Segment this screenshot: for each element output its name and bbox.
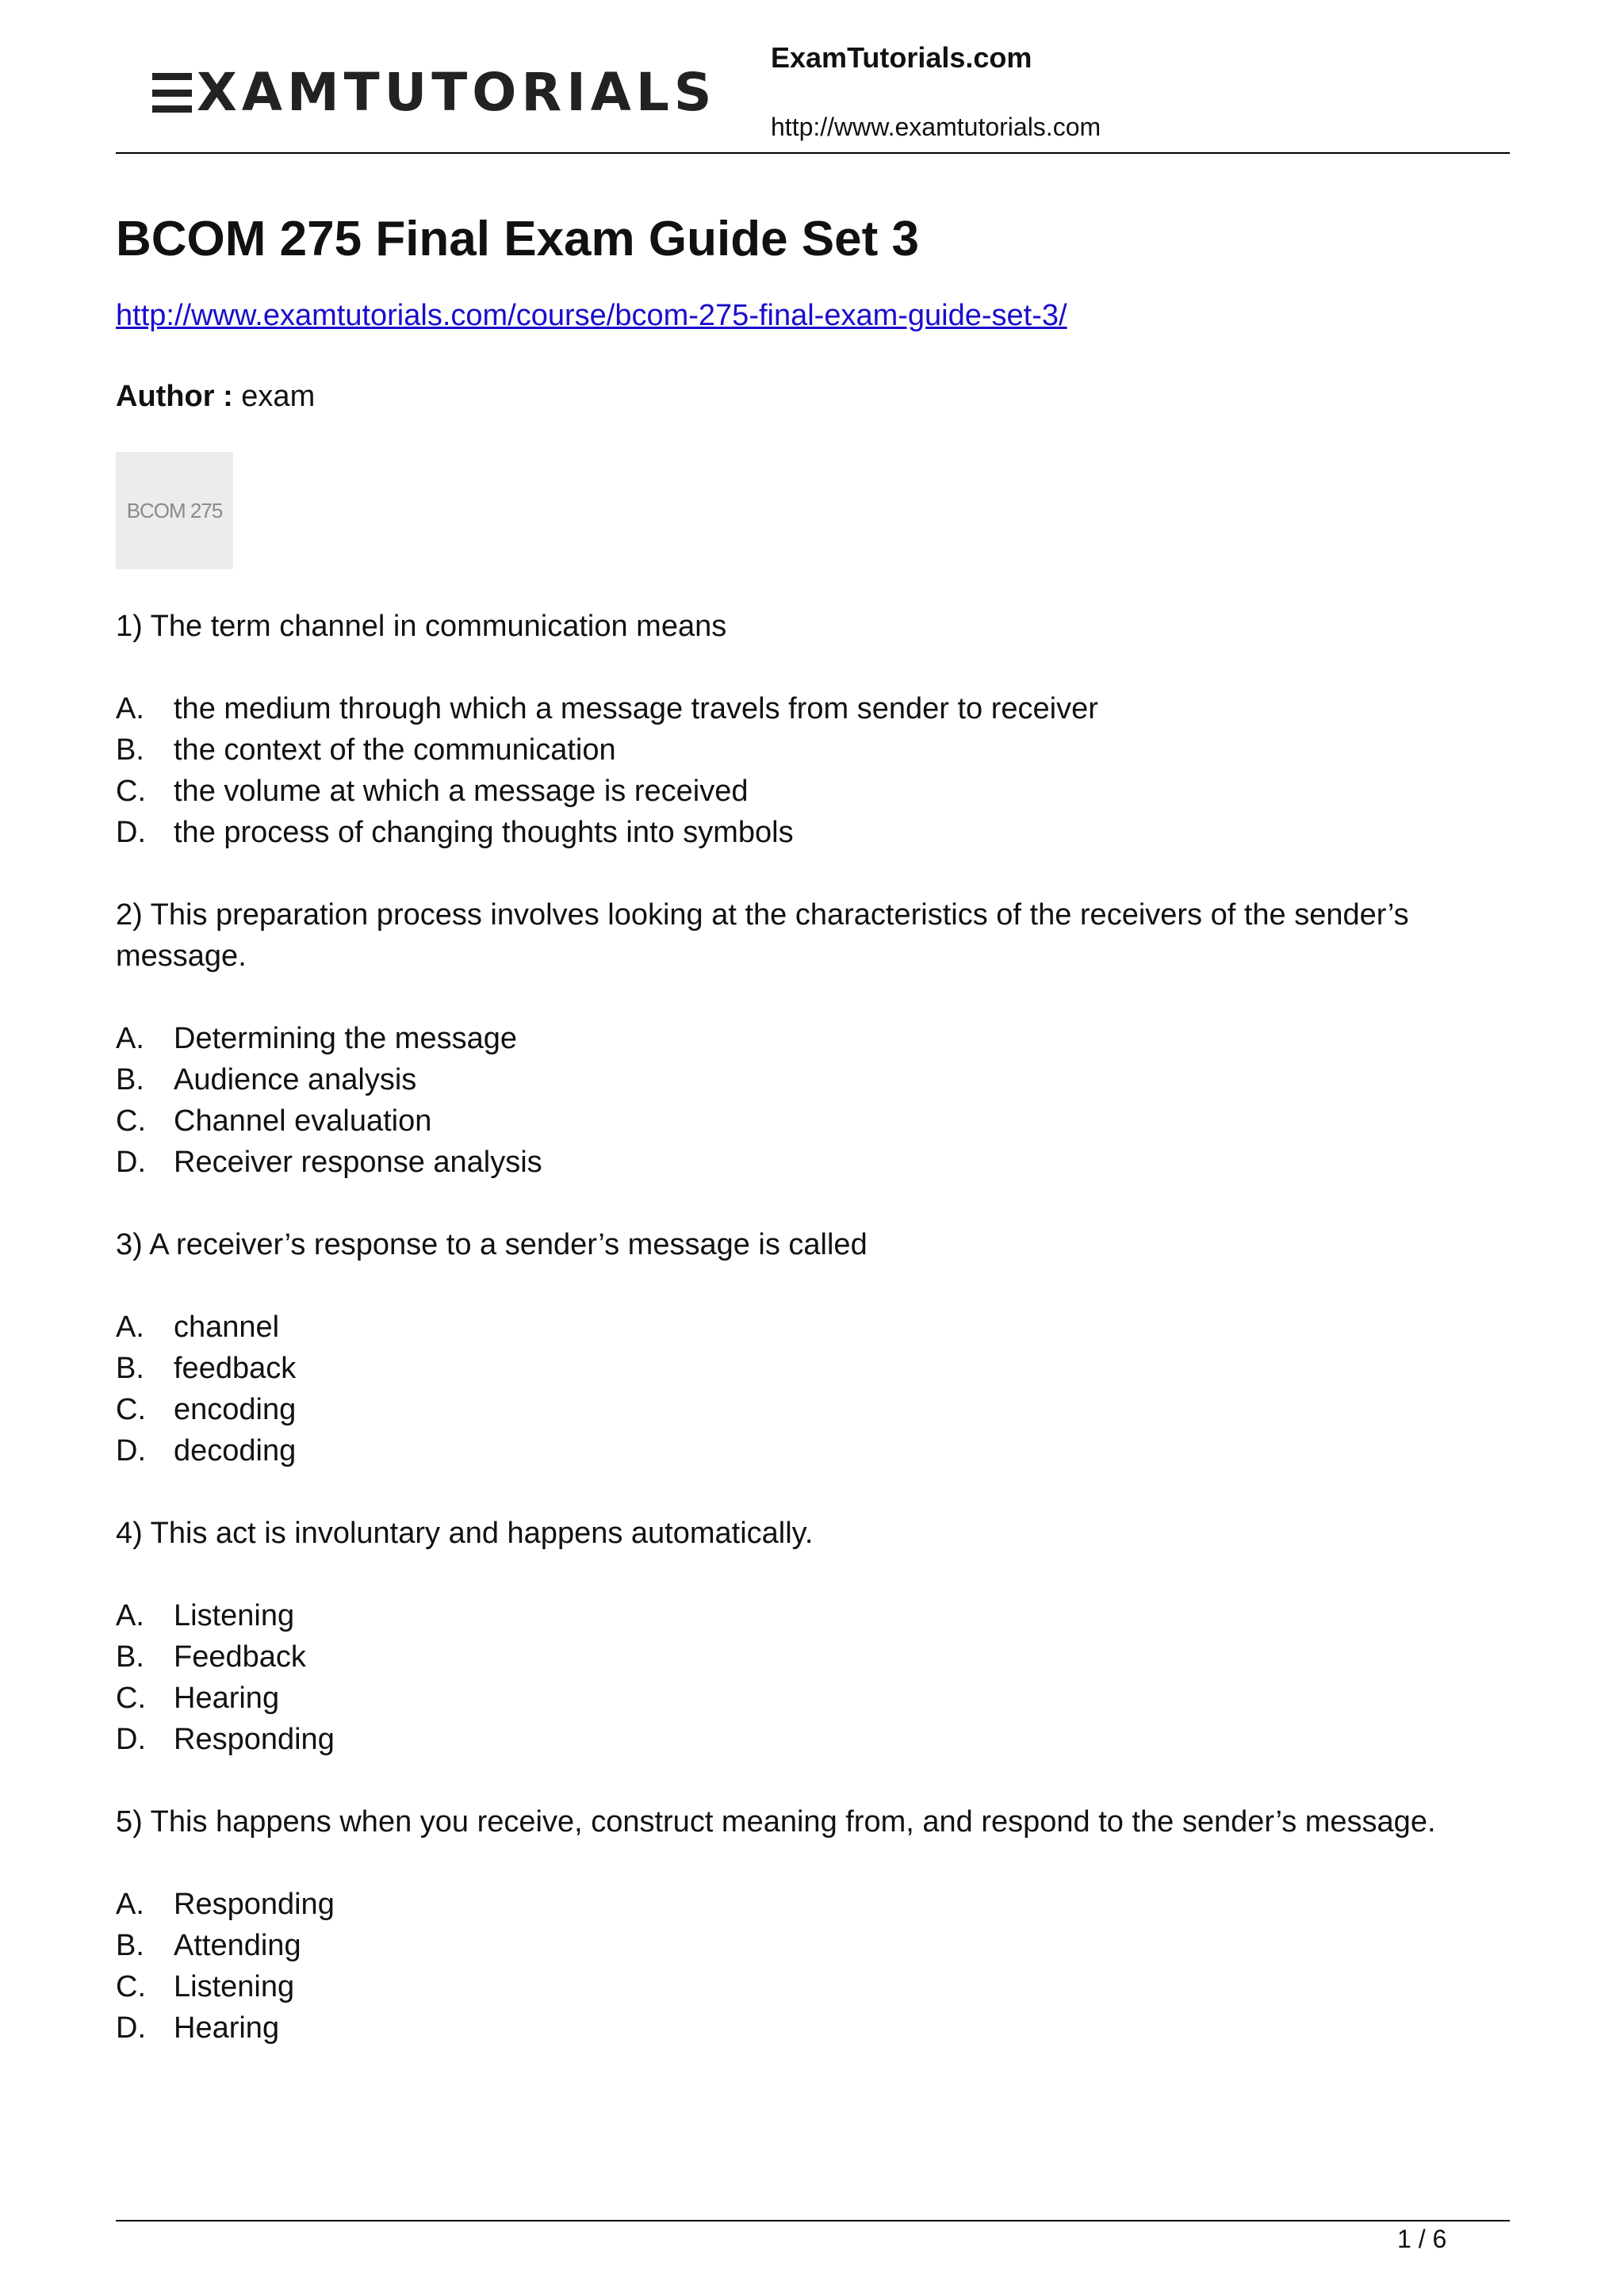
option-item: [116, 2007, 1510, 2049]
thumbnail-text: BCOM 275: [126, 498, 223, 522]
question-text: 1) The term channel in communication means: [116, 610, 727, 643]
option-text: Audience analysis: [174, 1063, 417, 1096]
option-text: feedback: [174, 1352, 297, 1385]
option-letter: B.: [116, 1929, 144, 1962]
option-letter: B.: [116, 733, 144, 767]
question-3: [116, 1224, 1510, 1471]
site-logo[interactable]: [152, 62, 717, 123]
question-4: [116, 1513, 1510, 1760]
option-item: [116, 1719, 1510, 1760]
option-text: Hearing: [174, 1682, 280, 1715]
option-item: [116, 1018, 1510, 1059]
site-url: http://www.examtutorials.com: [771, 113, 1101, 141]
option-text: Channel evaluation: [174, 1104, 432, 1138]
option-list: [116, 1018, 1510, 1183]
question-text: 3) A receiver’s response to a sender’s message is called: [116, 1228, 868, 1261]
option-letter: A.: [116, 692, 144, 725]
question-list: [116, 606, 1510, 2049]
option-letter: D.: [116, 816, 146, 849]
logo-text: XAMTUTORIALS: [197, 62, 717, 123]
option-letter: A.: [116, 1888, 144, 1921]
option-item: [116, 1430, 1510, 1471]
option-item: [116, 1636, 1510, 1678]
option-item: [116, 1142, 1510, 1183]
question-text: 2) This preparation process involves looking at the characteristics of the receivers of the sender’s message.: [116, 898, 1409, 973]
course-thumbnail: [116, 452, 233, 569]
author-label: Author :: [116, 380, 233, 413]
document-content: [116, 208, 1510, 2090]
option-text: the medium through which a message travels from sender to receiver: [174, 692, 1098, 725]
option-item: [116, 1348, 1510, 1389]
page-indicator: 1 / 6: [1397, 2225, 1447, 2253]
option-letter: C.: [116, 1970, 146, 2003]
logo-bars-icon: [152, 73, 192, 113]
footer-divider: [116, 2220, 1510, 2221]
option-text: Hearing: [174, 2011, 280, 2045]
option-item: [116, 771, 1510, 812]
option-letter: A.: [116, 1022, 144, 1055]
option-text: Determining the message: [174, 1022, 517, 1055]
option-item: [116, 1966, 1510, 2007]
author-line: [116, 376, 1510, 417]
course-link[interactable]: http://www.examtutorials.com/course/bcom-275-final-exam-guide-set-3/: [116, 299, 1067, 332]
option-list: [116, 1884, 1510, 2049]
option-letter: B.: [116, 1640, 144, 1674]
option-text: Listening: [174, 1599, 295, 1632]
option-item: [116, 688, 1510, 729]
option-item: [116, 1925, 1510, 1966]
option-item: [116, 729, 1510, 771]
option-item: [116, 1100, 1510, 1142]
option-letter: A.: [116, 1599, 144, 1632]
option-text: channel: [174, 1311, 280, 1344]
option-letter: C.: [116, 775, 146, 808]
header-divider: [116, 152, 1510, 154]
option-text: Listening: [174, 1970, 295, 2003]
question-5: [116, 1801, 1510, 2049]
option-item: [116, 1678, 1510, 1719]
option-text: Responding: [174, 1723, 335, 1756]
option-text: the volume at which a message is received: [174, 775, 749, 808]
option-letter: D.: [116, 1723, 146, 1756]
page-title: BCOM 275 Final Exam Guide Set 3: [116, 212, 919, 266]
option-text: Feedback: [174, 1640, 306, 1674]
site-name: ExamTutorials.com: [771, 41, 1032, 74]
option-letter: D.: [116, 1146, 146, 1179]
option-letter: B.: [116, 1063, 144, 1096]
question-text: 4) This act is involuntary and happens automatically.: [116, 1517, 814, 1550]
question-2: [116, 894, 1510, 1183]
question-1: [116, 606, 1510, 853]
option-list: [116, 1307, 1510, 1471]
option-letter: C.: [116, 1682, 146, 1715]
option-text: encoding: [174, 1393, 297, 1426]
option-letter: B.: [116, 1352, 144, 1385]
option-item: [116, 812, 1510, 853]
option-text: the context of the communication: [174, 733, 616, 767]
option-text: Receiver response analysis: [174, 1146, 542, 1179]
option-text: Attending: [174, 1929, 301, 1962]
option-item: [116, 1595, 1510, 1636]
option-letter: C.: [116, 1104, 146, 1138]
option-text: the process of changing thoughts into symbols: [174, 816, 794, 849]
option-letter: D.: [116, 1434, 146, 1468]
option-letter: C.: [116, 1393, 146, 1426]
option-letter: A.: [116, 1311, 144, 1344]
option-item: [116, 1059, 1510, 1100]
option-item: [116, 1884, 1510, 1925]
option-item: [116, 1389, 1510, 1430]
question-text: 5) This happens when you receive, construct meaning from, and respond to the sender’s message.: [116, 1805, 1436, 1839]
option-text: decoding: [174, 1434, 297, 1468]
option-list: [116, 688, 1510, 853]
author-value: exam: [241, 380, 316, 413]
option-item: [116, 1307, 1510, 1348]
option-text: Responding: [174, 1888, 335, 1921]
option-list: [116, 1595, 1510, 1760]
option-letter: D.: [116, 2011, 146, 2045]
